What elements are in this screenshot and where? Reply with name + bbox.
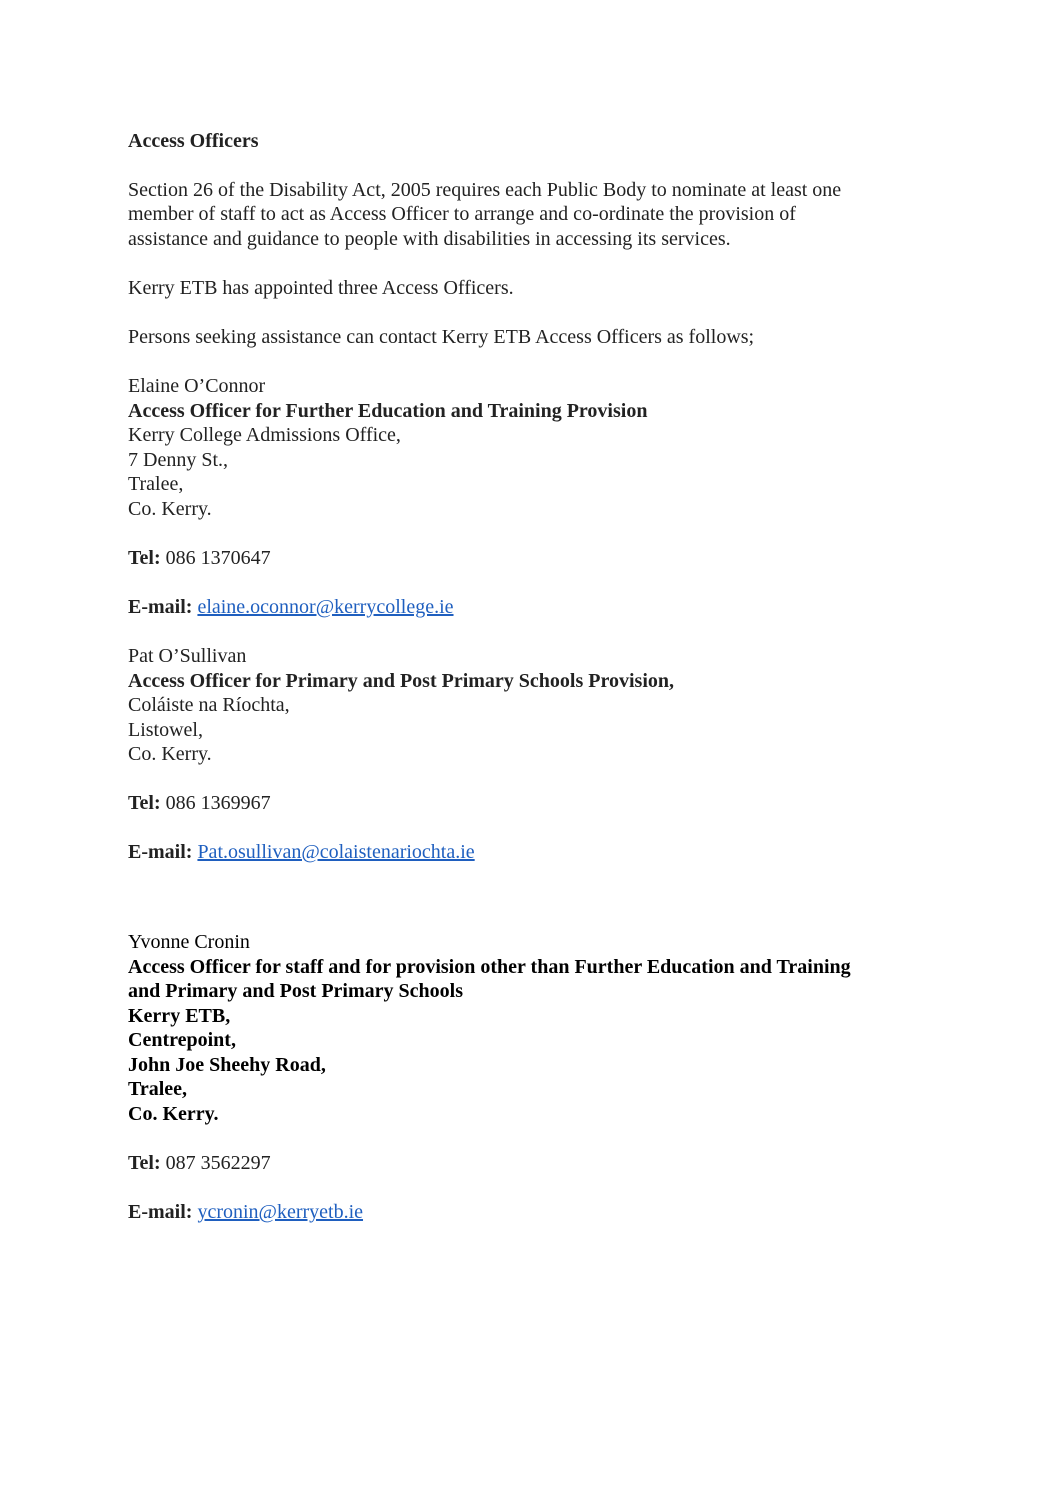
officer-2-email-row [128,840,475,864]
officer-2-address-line-2: Listowel, [128,719,203,741]
officer-1-email-link[interactable]: elaine.oconnor@kerrycollege.ie [197,596,454,618]
tel-label: Tel: [128,547,161,569]
officer-1-address-line-1: Kerry College Admissions Office, [128,424,401,446]
officer-3-role-line-2: and Primary and Post Primary Schools [128,980,463,1002]
officer-3-address-line-5: Co. Kerry. [128,1103,219,1125]
officer-1-tel-row [128,546,271,570]
officer-3-tel-row [128,1151,271,1175]
officer-2-name: Pat O’Sullivan [128,645,247,667]
officer-2-role: Access Officer for Primary and Post Primary Schools Provision, [128,670,675,692]
intro-line-1: Section 26 of the Disability Act, 2005 requires each Public Body to nominate at least one [128,179,842,201]
officer-3-address-line-4: Tralee, [128,1078,188,1100]
intro-line-2: member of staff to act as Access Officer to arrange and co-ordinate the provision of [128,203,796,225]
officer-3-email-link[interactable]: ycronin@kerryetb.ie [197,1201,364,1223]
tel-label: Tel: [128,1152,161,1174]
officer-1-address-line-4: Co. Kerry. [128,498,212,520]
tel-label: Tel: [128,792,161,814]
officer-1-role: Access Officer for Further Education and Training Provision [128,400,648,422]
officer-1-address-line-3: Tralee, [128,473,184,495]
officer-1-tel: 086 1370647 [165,547,271,569]
email-label: E-mail: [128,596,193,618]
officer-3-role-line-1: Access Officer for staff and for provision other than Further Education and Training [128,956,851,978]
email-label: E-mail: [128,1201,193,1223]
appointed-text: Kerry ETB has appointed three Access Officers. [128,277,514,299]
intro-line-3: assistance and guidance to people with disabilities in accessing its services. [128,228,731,250]
officer-2-tel: 086 1369967 [165,792,271,814]
officer-3-address-line-3: John Joe Sheehy Road, [128,1054,326,1076]
officer-1-address-line-2: 7 Denny St., [128,449,228,471]
officer-3-address-line-2: Centrepoint, [128,1029,236,1051]
officer-3-address-line-1: Kerry ETB, [128,1005,231,1027]
officer-1-email-row [128,595,454,619]
officer-3-tel: 087 3562297 [165,1152,271,1174]
email-label: E-mail: [128,841,193,863]
officer-3-name: Yvonne Cronin [128,931,250,953]
officer-2-tel-row [128,791,271,815]
contact-intro-text: Persons seeking assistance can contact Kerry ETB Access Officers as follows; [128,326,755,348]
page-title: Access Officers [128,130,259,152]
officer-2-address-line-1: Coláiste na Ríochta, [128,694,290,716]
officer-2-address-line-3: Co. Kerry. [128,743,212,765]
officer-2-email-link[interactable]: Pat.osullivan@colaistenariochta.ie [197,841,475,863]
officer-1-name: Elaine O’Connor [128,375,266,397]
officer-3-email-row [128,1200,363,1224]
